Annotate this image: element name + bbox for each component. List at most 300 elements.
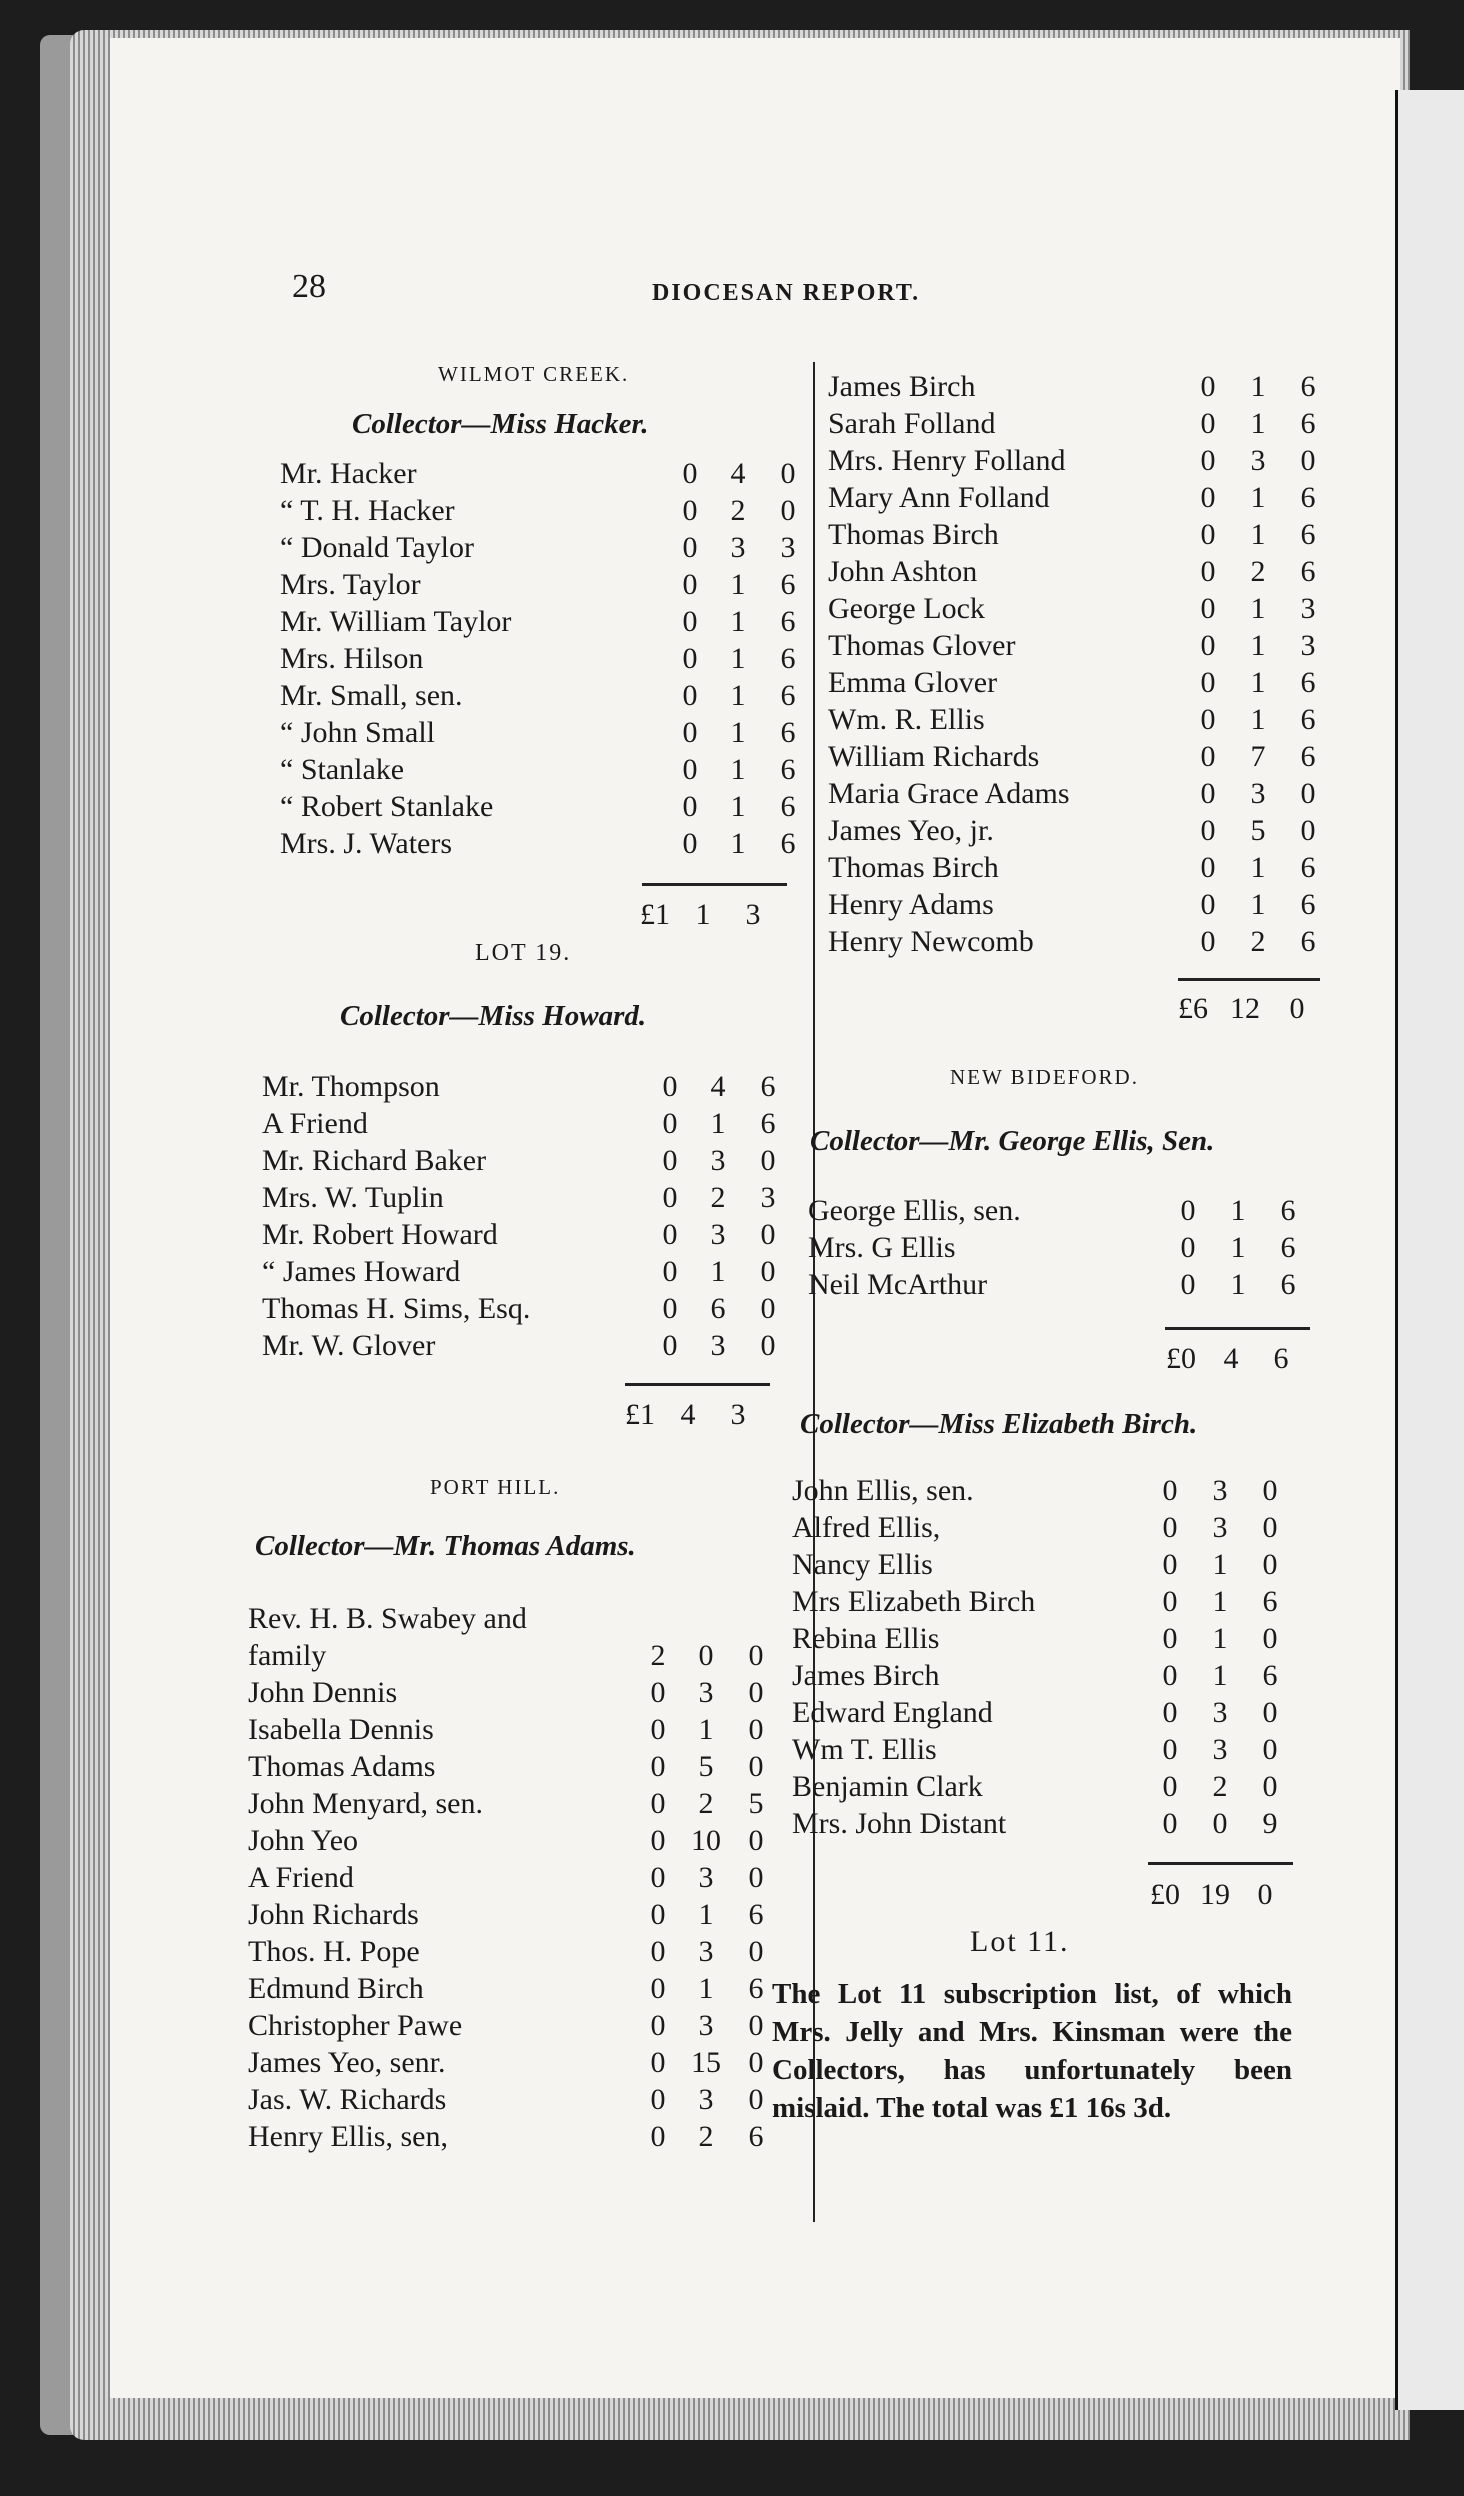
subscriber-name: Sarah Folland	[828, 407, 996, 440]
subscriber-name: Thos. H. Pope	[248, 1935, 420, 1968]
subscriber-row	[248, 2044, 768, 2081]
amount-pence: 6	[1300, 518, 1316, 551]
amount-pounds: 0	[1162, 1696, 1178, 1729]
subscriber-row	[828, 849, 1348, 886]
total-pounds: £1	[625, 1398, 655, 1431]
amount-shillings: 3	[1212, 1511, 1228, 1544]
subscriber-name: George Ellis, sen.	[808, 1194, 1021, 1227]
amount-shillings: 2	[730, 494, 746, 527]
amount-pence: 0	[760, 1255, 776, 1288]
amount-shillings: 3	[698, 1935, 714, 1968]
amount-pounds: 0	[650, 2083, 666, 2116]
subscriber-name: Thomas Glover	[828, 629, 1016, 662]
subscriber-row	[792, 1731, 1312, 1768]
amount-pence: 0	[1300, 444, 1316, 477]
amount-pence: 6	[1262, 1585, 1278, 1618]
amount-pounds: 0	[682, 457, 698, 490]
amount-pounds: 0	[1200, 407, 1216, 440]
subscriber-row	[248, 1637, 768, 1674]
subscriber-name: Neil McArthur	[808, 1268, 988, 1301]
amount-pence: 6	[1300, 851, 1316, 884]
subscriber-row	[248, 1859, 768, 1896]
total-pence: 6	[1273, 1342, 1289, 1375]
amount-pence: 6	[1300, 740, 1316, 773]
amount-pounds: 0	[1162, 1807, 1178, 1840]
amount-pence: 5	[748, 1787, 764, 1820]
subscriber-name: Mr. Robert Howard	[262, 1218, 498, 1251]
total-pence: 0	[1289, 992, 1305, 1025]
subscriber-row	[828, 627, 1348, 664]
total-rule	[1148, 1862, 1293, 1865]
section-title-new-bideford: NEW BIDEFORD.	[950, 1065, 1139, 1089]
subscriber-name: Mrs. J. Waters	[280, 827, 453, 860]
total-pence: 3	[745, 898, 761, 931]
amount-pence: 0	[760, 1329, 776, 1362]
subscriber-name: Mrs. John Distant	[792, 1807, 1007, 1840]
total-pounds: £6	[1178, 992, 1208, 1025]
subscriber-row	[248, 1933, 768, 1970]
amount-pounds: 0	[650, 2046, 666, 2079]
subscriber-name: A Friend	[262, 1107, 368, 1140]
amount-pounds: 0	[1200, 370, 1216, 403]
subscriber-name: “ John Small	[280, 716, 435, 749]
amount-shillings: 3	[1212, 1733, 1228, 1766]
subscriber-row	[792, 1509, 1312, 1546]
amount-shillings: 1	[698, 1713, 714, 1746]
subscriber-row	[248, 1600, 768, 1637]
amount-pence: 3	[780, 531, 796, 564]
amount-pence: 0	[1300, 777, 1316, 810]
amount-shillings: 5	[1250, 814, 1266, 847]
amount-shillings: 15	[691, 2046, 721, 2079]
subscriber-name: Mr. Richard Baker	[262, 1144, 487, 1177]
total-rule	[1178, 978, 1320, 981]
subscriber-row	[262, 1290, 782, 1327]
subscriber-name: William Richards	[828, 740, 1040, 773]
subscriber-name: Mr. Thompson	[262, 1070, 440, 1103]
amount-pence: 0	[760, 1144, 776, 1177]
subscriber-row	[828, 701, 1348, 738]
amount-pounds: 0	[1162, 1770, 1178, 1803]
amount-shillings: 1	[710, 1255, 726, 1288]
amount-shillings: 1	[730, 716, 746, 749]
amount-pounds: 0	[662, 1329, 678, 1362]
amount-pounds: 0	[650, 1787, 666, 1820]
amount-pence: 0	[760, 1218, 776, 1251]
subscriber-name: Mrs. Henry Folland	[828, 444, 1066, 477]
amount-shillings: 1	[1230, 1194, 1246, 1227]
amount-pounds: 0	[650, 2009, 666, 2042]
subscriber-name: Rev. H. B. Swabey and	[248, 1602, 527, 1635]
running-title: DIOCESAN REPORT.	[652, 280, 921, 306]
subscriber-name: Henry Newcomb	[828, 925, 1034, 958]
amount-shillings: 7	[1250, 740, 1266, 773]
subscriber-row	[808, 1192, 1328, 1229]
subscriber-name: “ James Howard	[262, 1255, 461, 1288]
subscriber-row	[262, 1327, 782, 1364]
subscriber-name: John Yeo	[248, 1824, 359, 1857]
amount-pence: 0	[748, 1713, 764, 1746]
amount-pence: 6	[1300, 370, 1316, 403]
amount-shillings: 10	[691, 1824, 721, 1857]
total-pence: 3	[730, 1398, 746, 1431]
subscriber-name: Mrs. Taylor	[280, 568, 421, 601]
total-shillings: 4	[1223, 1342, 1239, 1375]
amount-pence: 0	[748, 1861, 764, 1894]
subscriber-name: Thomas Birch	[828, 518, 999, 551]
lot-11-note: The Lot 11 subscription list, of which Mrs. Jelly and Mrs. Kinsman were the Collectors, has unfortunately been mislaid. The total was £1 16s 3d.	[772, 1978, 1292, 2124]
amount-shillings: 3	[710, 1329, 726, 1362]
amount-pence: 6	[748, 1972, 764, 2005]
amount-pence: 6	[780, 753, 796, 786]
subscriber-row	[792, 1657, 1312, 1694]
amount-shillings: 3	[698, 2009, 714, 2042]
amount-pounds: 0	[1200, 518, 1216, 551]
amount-shillings: 1	[1250, 370, 1266, 403]
subscriber-name: Thomas Birch	[828, 851, 999, 884]
amount-pounds: 0	[1200, 777, 1216, 810]
subscriber-row	[828, 664, 1348, 701]
amount-pence: 6	[780, 568, 796, 601]
subscriber-row	[248, 1896, 768, 1933]
amount-pence: 6	[1280, 1231, 1296, 1264]
lot-11-heading: Lot 11.	[970, 1925, 1070, 1958]
amount-pounds: 0	[650, 1824, 666, 1857]
subscriber-name: Rebina Ellis	[792, 1622, 940, 1655]
amount-pounds: 0	[1200, 592, 1216, 625]
amount-shillings: 2	[1250, 925, 1266, 958]
amount-pence: 6	[748, 1898, 764, 1931]
page-header	[292, 268, 1192, 318]
collector-lot-19: Collector—Miss Howard.	[340, 1000, 647, 1032]
amount-shillings: 2	[698, 1787, 714, 1820]
amount-pounds: 0	[1200, 555, 1216, 588]
amount-pounds: 0	[682, 494, 698, 527]
amount-shillings: 2	[1250, 555, 1266, 588]
subscriber-row	[280, 455, 800, 492]
total-rule	[642, 883, 787, 886]
amount-pounds: 0	[662, 1255, 678, 1288]
amount-pounds: 0	[1162, 1622, 1178, 1655]
subscriber-name: Mr. William Taylor	[280, 605, 512, 638]
subscriber-name: Mr. Small, sen.	[280, 679, 463, 712]
subscriber-name: “ T. H. Hacker	[280, 494, 455, 527]
amount-pounds: 0	[1180, 1231, 1196, 1264]
amount-pence: 0	[1262, 1474, 1278, 1507]
subscriber-row	[262, 1253, 782, 1290]
amount-shillings: 1	[1212, 1659, 1228, 1692]
amount-shillings: 3	[1212, 1474, 1228, 1507]
amount-pence: 6	[780, 716, 796, 749]
amount-shillings: 1	[730, 605, 746, 638]
amount-pounds: 0	[1200, 629, 1216, 662]
subscriber-row	[828, 516, 1348, 553]
amount-shillings: 3	[1250, 444, 1266, 477]
amount-pence: 0	[1262, 1548, 1278, 1581]
subscriber-name: Mr. Hacker	[280, 457, 417, 490]
subscriber-row	[792, 1472, 1312, 1509]
amount-shillings: 3	[1250, 777, 1266, 810]
page-number: 28	[292, 268, 326, 305]
collector-wilmot-creek: Collector—Miss Hacker.	[352, 408, 649, 440]
amount-shillings: 2	[1212, 1770, 1228, 1803]
amount-pence: 6	[1300, 555, 1316, 588]
amount-pence: 0	[1262, 1511, 1278, 1544]
subscriber-row	[248, 1674, 768, 1711]
subscriber-row	[248, 2007, 768, 2044]
total-pounds: £0	[1166, 1342, 1196, 1375]
amount-shillings: 1	[698, 1972, 714, 2005]
amount-shillings: 1	[1230, 1231, 1246, 1264]
amount-shillings: 1	[1250, 851, 1266, 884]
subscriber-list-wilmot-creek	[280, 455, 800, 862]
subscriber-row	[248, 1748, 768, 1785]
amount-pounds: 0	[1200, 925, 1216, 958]
amount-pounds: 0	[1200, 740, 1216, 773]
subscriber-name: Mr. W. Glover	[262, 1329, 436, 1362]
facing-page-edge	[1395, 90, 1464, 2410]
amount-pence: 0	[760, 1292, 776, 1325]
subscriber-name: John Menyard, sen.	[248, 1787, 483, 1820]
amount-pence: 0	[1262, 1696, 1278, 1729]
amount-pounds: 0	[662, 1181, 678, 1214]
amount-pence: 0	[780, 494, 796, 527]
amount-pounds: 0	[1162, 1733, 1178, 1766]
section-title-wilmot-creek: WILMOT CREEK.	[438, 362, 630, 386]
subscriber-list-continued	[828, 368, 1348, 960]
amount-pence: 3	[1300, 592, 1316, 625]
subscriber-row	[280, 603, 800, 640]
subscriber-name: John Ellis, sen.	[792, 1474, 974, 1507]
amount-pounds: 0	[650, 1972, 666, 2005]
amount-pounds: 0	[1162, 1585, 1178, 1618]
subscriber-row	[828, 368, 1348, 405]
subscriber-row	[808, 1266, 1328, 1303]
amount-pence: 0	[748, 1750, 764, 1783]
amount-pounds: 0	[662, 1292, 678, 1325]
amount-shillings: 1	[698, 1898, 714, 1931]
amount-pence: 6	[780, 679, 796, 712]
subscriber-row	[828, 590, 1348, 627]
subscriber-row	[248, 1785, 768, 1822]
amount-shillings: 1	[1250, 481, 1266, 514]
subscriber-name: James Yeo, jr.	[828, 814, 994, 847]
subscriber-name: Mrs. Hilson	[280, 642, 424, 675]
amount-shillings: 1	[1212, 1548, 1228, 1581]
subscriber-row	[262, 1179, 782, 1216]
amount-pence: 6	[1262, 1659, 1278, 1692]
subscriber-row	[280, 492, 800, 529]
subscriber-row	[280, 566, 800, 603]
subscriber-row	[280, 714, 800, 751]
subscriber-name: Jas. W. Richards	[248, 2083, 447, 2116]
amount-pounds: 0	[662, 1070, 678, 1103]
amount-pounds: 0	[682, 679, 698, 712]
subscriber-row	[262, 1068, 782, 1105]
amount-pence: 3	[760, 1181, 776, 1214]
amount-pence: 6	[1300, 407, 1316, 440]
total-rule	[625, 1383, 770, 1386]
subscriber-row	[828, 405, 1348, 442]
amount-shillings: 1	[1212, 1585, 1228, 1618]
subscriber-row	[248, 2081, 768, 2118]
amount-pence: 0	[1300, 814, 1316, 847]
subscriber-name: Wm. R. Ellis	[828, 703, 985, 736]
subscriber-row	[828, 812, 1348, 849]
amount-pounds: 0	[1200, 851, 1216, 884]
amount-pence: 3	[1300, 629, 1316, 662]
amount-shillings: 3	[730, 531, 746, 564]
amount-shillings: 1	[710, 1107, 726, 1140]
amount-pence: 0	[748, 2009, 764, 2042]
amount-shillings: 1	[1250, 888, 1266, 921]
amount-shillings: 1	[1250, 703, 1266, 736]
amount-pence: 6	[1280, 1194, 1296, 1227]
amount-pence: 6	[1300, 888, 1316, 921]
amount-pence: 0	[748, 1676, 764, 1709]
subscriber-name: family	[248, 1639, 327, 1672]
subscriber-name: Thomas Adams	[248, 1750, 436, 1783]
subscriber-row	[280, 788, 800, 825]
subscriber-row	[262, 1142, 782, 1179]
subscriber-name: Isabella Dennis	[248, 1713, 434, 1746]
amount-pounds: 0	[1162, 1659, 1178, 1692]
amount-pence: 0	[780, 457, 796, 490]
amount-pounds: 0	[682, 605, 698, 638]
subscriber-row	[792, 1620, 1312, 1657]
amount-pence: 6	[1300, 666, 1316, 699]
amount-pence: 0	[1262, 1770, 1278, 1803]
subscriber-row	[280, 825, 800, 862]
amount-shillings: 2	[710, 1181, 726, 1214]
amount-shillings: 1	[1230, 1268, 1246, 1301]
subscriber-row	[792, 1583, 1312, 1620]
amount-pence: 0	[748, 1935, 764, 1968]
subscriber-row	[808, 1229, 1328, 1266]
subscriber-row	[248, 1970, 768, 2007]
amount-shillings: 0	[698, 1639, 714, 1672]
amount-pounds: 0	[682, 753, 698, 786]
subscriber-row	[792, 1805, 1312, 1842]
subscriber-name: Wm T. Ellis	[792, 1733, 937, 1766]
subscriber-name: Emma Glover	[828, 666, 998, 699]
amount-pence: 6	[780, 827, 796, 860]
subscriber-name: “ Stanlake	[280, 753, 405, 786]
amount-pence: 0	[748, 2046, 764, 2079]
subscriber-row	[792, 1546, 1312, 1583]
subscriber-name: John Richards	[248, 1898, 419, 1931]
total-shillings: 4	[680, 1398, 696, 1431]
subscriber-name: “ Donald Taylor	[280, 531, 474, 564]
subscriber-row	[828, 738, 1348, 775]
subscriber-row	[248, 1711, 768, 1748]
subscriber-name: Maria Grace Adams	[828, 777, 1070, 810]
amount-pence: 6	[780, 790, 796, 823]
subscriber-name: James Birch	[828, 370, 976, 403]
subscriber-name: Mrs. W. Tuplin	[262, 1181, 444, 1214]
amount-shillings: 3	[698, 2083, 714, 2116]
amount-shillings: 3	[698, 1861, 714, 1894]
amount-shillings: 1	[1250, 592, 1266, 625]
subscriber-name: A Friend	[248, 1861, 354, 1894]
subscriber-list-port-hill	[248, 1600, 768, 2155]
subscriber-name: Mrs Elizabeth Birch	[792, 1585, 1036, 1618]
total-shillings: 19	[1200, 1878, 1230, 1911]
amount-shillings: 2	[698, 2120, 714, 2153]
amount-pence: 0	[748, 1639, 764, 1672]
amount-shillings: 1	[730, 679, 746, 712]
amount-pence: 6	[780, 605, 796, 638]
amount-pounds: 0	[650, 2120, 666, 2153]
subscriber-name: Nancy Ellis	[792, 1548, 933, 1581]
amount-pounds: 0	[650, 1935, 666, 1968]
total-pence: 0	[1257, 1878, 1273, 1911]
amount-pounds: 0	[650, 1898, 666, 1931]
amount-pounds: 0	[662, 1144, 678, 1177]
amount-pence: 6	[1300, 481, 1316, 514]
subscriber-name: Thomas H. Sims, Esq.	[262, 1292, 531, 1325]
amount-pounds: 0	[1200, 481, 1216, 514]
amount-pence: 6	[780, 642, 796, 675]
subscriber-row	[828, 923, 1348, 960]
amount-pounds: 0	[1180, 1268, 1196, 1301]
amount-pounds: 0	[1200, 814, 1216, 847]
subscriber-row	[828, 553, 1348, 590]
section-title-port-hill: PORT HILL.	[430, 1475, 561, 1499]
subscriber-name: George Lock	[828, 592, 985, 625]
amount-pounds: 0	[1200, 703, 1216, 736]
amount-pence: 6	[1300, 925, 1316, 958]
section-title-lot-19: LOT 19.	[475, 940, 572, 966]
amount-pence: 6	[1280, 1268, 1296, 1301]
subscriber-list-birch	[792, 1472, 1312, 1842]
subscriber-name: John Ashton	[828, 555, 978, 588]
subscriber-row	[828, 479, 1348, 516]
amount-pence: 0	[748, 1824, 764, 1857]
subscriber-row	[262, 1105, 782, 1142]
subscriber-row	[280, 677, 800, 714]
total-rule	[1165, 1327, 1310, 1330]
amount-pounds: 0	[682, 568, 698, 601]
amount-pence: 6	[1300, 703, 1316, 736]
total-pounds: £1	[640, 898, 670, 931]
amount-pounds: 0	[682, 642, 698, 675]
amount-shillings: 3	[1212, 1696, 1228, 1729]
collector-birch: Collector—Miss Elizabeth Birch.	[800, 1408, 1198, 1440]
total-shillings: 12	[1230, 992, 1260, 1025]
amount-pence: 6	[748, 2120, 764, 2153]
subscriber-name: Mrs. G Ellis	[808, 1231, 956, 1264]
amount-pounds: 0	[1162, 1511, 1178, 1544]
amount-pounds: 0	[1200, 888, 1216, 921]
amount-pounds: 0	[1200, 666, 1216, 699]
amount-pounds: 0	[650, 1861, 666, 1894]
amount-shillings: 6	[710, 1292, 726, 1325]
amount-shillings: 1	[730, 642, 746, 675]
subscriber-row	[792, 1694, 1312, 1731]
amount-shillings: 4	[710, 1070, 726, 1103]
subscriber-row	[280, 751, 800, 788]
amount-pounds: 0	[650, 1713, 666, 1746]
subscriber-name: Mary Ann Folland	[828, 481, 1050, 514]
amount-shillings: 1	[1250, 666, 1266, 699]
amount-pounds: 0	[650, 1676, 666, 1709]
amount-shillings: 1	[1250, 407, 1266, 440]
amount-pounds: 0	[662, 1107, 678, 1140]
subscriber-name: Edmund Birch	[248, 1972, 424, 2005]
subscriber-name: Alfred Ellis,	[792, 1511, 941, 1544]
amount-pence: 0	[1262, 1622, 1278, 1655]
